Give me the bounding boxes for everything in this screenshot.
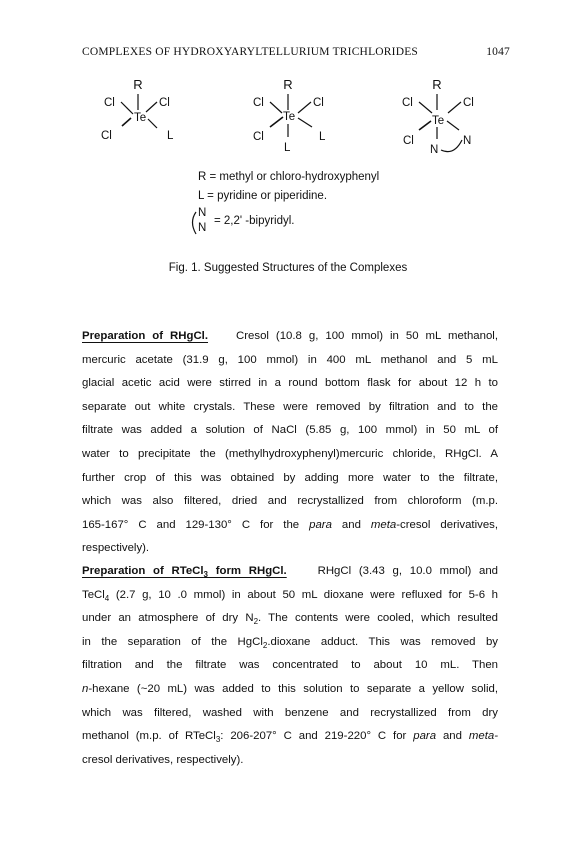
text-line: further crop of this was obtained by adding more water to the filtrate, (82, 471, 498, 484)
structure-3 (402, 77, 474, 156)
s3-cl-ll: Cl (403, 135, 414, 147)
section-rtecl3 (82, 560, 498, 772)
text-line: mercuric acetate (31.9 g, 100 mmol) in 400 mL methanol and 5 mL (82, 353, 498, 366)
text-line: cresol derivatives, respectively). (82, 753, 244, 766)
bipyridyl-bracket (193, 212, 197, 234)
s1-cl-ur: Cl (159, 97, 170, 109)
legend-l: L = pyridine or piperidine. (198, 190, 328, 202)
structure-2 (253, 77, 326, 154)
s2-l-bottom: L (284, 142, 291, 154)
s1-cl-ll: Cl (101, 130, 112, 142)
text-line: which was also filtered, dried and recrystallized from chloroform (m.p. (82, 495, 498, 508)
structure-1 (101, 77, 174, 142)
text-line: TeCl$_4$ (2.7 g, 10 .0 mmol) in about 50 mL dioxane were refluxed for 5-6 h (82, 588, 498, 603)
s2-cl-ll: Cl (253, 131, 264, 143)
text-line: filtration and the filtrate was concentrated to about 10 mL. Then (82, 659, 498, 672)
page-number: 1047 (486, 46, 510, 58)
s3-r-label: R (432, 77, 442, 92)
section-heading: Preparation of RTeCl$_3$ form RHgCl. (82, 565, 287, 579)
s3-cl-ur: Cl (463, 97, 474, 109)
section-heading: Preparation of RHgCl. (82, 330, 209, 342)
s3-cl-ul: Cl (402, 97, 413, 109)
s1-l: L (167, 130, 174, 142)
text-line: 165-167° C and 129-130° C for the para and meta-cresol derivatives, (82, 518, 499, 531)
text-line: filtrate was added a solution of NaCl (5.85 g, 100 mmol) in 50 mL of (82, 424, 498, 437)
legend-n-top: N (198, 207, 207, 219)
s3-n2: N (463, 135, 472, 147)
figure-caption: Fig. 1. Suggested Structures of the Complexes (168, 262, 408, 274)
text-line: glacial acetic acid were stirred in a round bottom flask for about 12 h to (82, 377, 498, 390)
text-line: n-hexane (~20 mL) was added to this solution to separate a yellow solid, (82, 682, 498, 695)
text-line: Preparation of RHgCl. Cresol (10.8 g, 100 mmol) in 50 mL methanol, (82, 330, 498, 342)
text-line: separate out white crystals. These were removed by filtration and to the (82, 400, 498, 413)
text-line: methanol (m.p. of RTeCl$_3$: 206-207° C and 219-220° C for para and meta- (82, 730, 498, 745)
text-line: which was filtered, washed with benzene and recrystallized from dry (82, 706, 498, 719)
s2-r-label: R (283, 77, 293, 92)
s1-cl-ul: Cl (104, 97, 115, 109)
s2-te: Te (283, 111, 296, 123)
legend-n-bottom: N (198, 222, 207, 234)
text-line: respectively). (82, 542, 150, 555)
legend-bipy: = 2,2' -bipyridyl. (214, 215, 295, 227)
text-line: Preparation of RTeCl$_3$ form RHgCl. RHgCl (3.43 g, 10.0 mmol) and (82, 565, 498, 579)
s1-te: Te (134, 112, 147, 124)
s1-r-label: R (133, 77, 143, 92)
legend-bipy-row (198, 206, 379, 238)
s3-n1: N (430, 144, 439, 156)
text-line: under an atmosphere of dry $N_2$. The contents were cooled, which resulted (82, 612, 498, 627)
s2-l-right: L (319, 131, 326, 143)
s2-cl-ul: Cl (253, 97, 264, 109)
legend-r: R = methyl or chloro-hydroxyphenyl (198, 171, 380, 183)
section-rhgcl (82, 325, 498, 561)
text-line: water to precipitate the (methylhydroxyphenyl)mercuric chloride, RHgCl. A (82, 447, 498, 460)
figure-legend (198, 168, 379, 238)
running-title: COMPLEXES OF HYDROXYARYLTELLURIUM TRICHLORIDES (82, 46, 419, 58)
s3-te: Te (432, 115, 445, 127)
text-line: in the separation of the HgCl$_2$.dioxane adduct. This was removed by (82, 635, 498, 650)
s2-cl-ur: Cl (313, 97, 324, 109)
